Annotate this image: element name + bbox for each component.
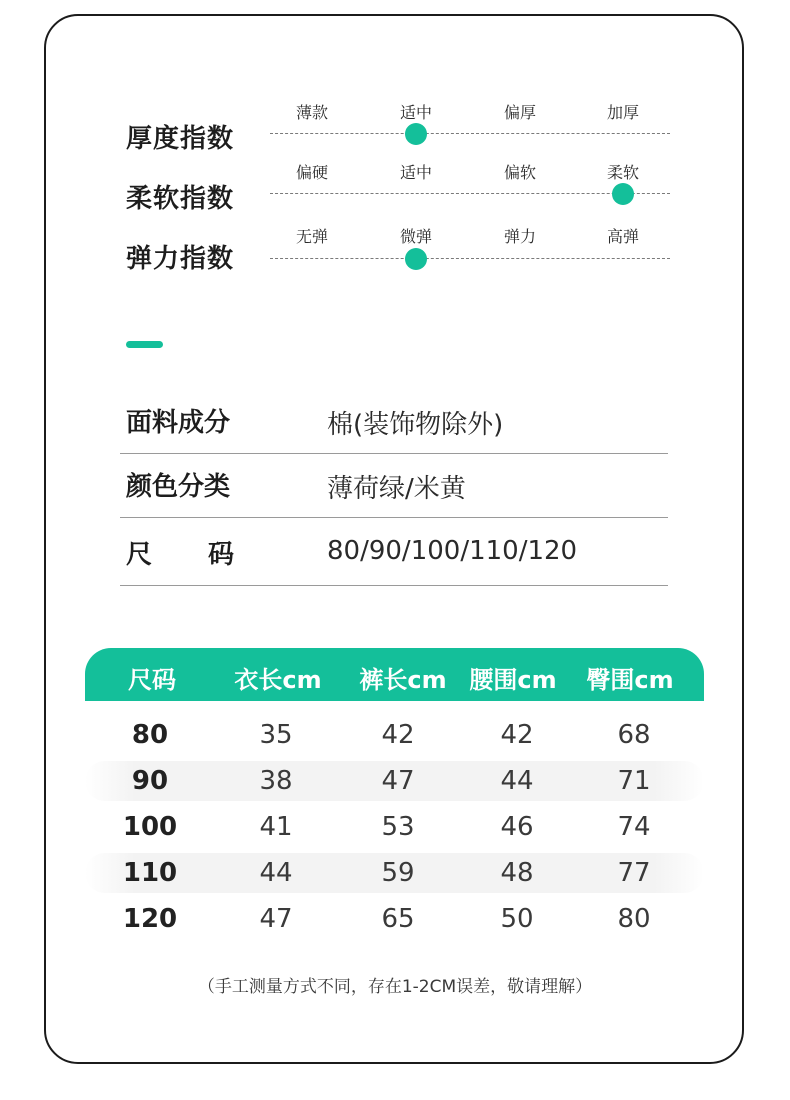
table-row	[85, 899, 704, 939]
index-label: 厚度指数	[126, 124, 235, 154]
table-cell: 38	[259, 766, 293, 796]
spec-key: 尺码	[126, 540, 291, 570]
table-cell: 53	[381, 812, 415, 842]
index-option: 无弹	[295, 227, 328, 246]
spec-value: 薄荷绿/米黄	[327, 474, 466, 504]
table-cell: 65	[381, 904, 415, 934]
index-scale-line	[270, 133, 670, 134]
table-row	[85, 853, 704, 893]
divider	[120, 517, 668, 518]
index-option: 弹力	[503, 227, 536, 246]
table-row	[85, 761, 704, 801]
table-cell: 90	[131, 766, 169, 796]
index-marker-dot	[405, 123, 427, 145]
table-cell: 42	[500, 720, 534, 750]
spec-value: 80/90/100/110/120	[327, 536, 578, 566]
table-cell: 80	[617, 904, 651, 934]
spec-row-fabric	[120, 388, 668, 454]
table-cell: 74	[617, 812, 651, 842]
table-cell: 47	[259, 904, 293, 934]
spec-key: 面料成分	[126, 408, 231, 438]
spec-row-size	[120, 520, 668, 586]
index-option: 柔软	[606, 163, 639, 182]
index-row-softness	[0, 156, 790, 216]
divider	[120, 585, 668, 586]
table-cell: 44	[259, 858, 293, 888]
table-cell: 59	[381, 858, 415, 888]
table-cell: 120	[122, 904, 178, 934]
table-cell: 42	[381, 720, 415, 750]
table-cell: 110	[122, 858, 178, 888]
column-header: 臀围cm	[586, 666, 674, 694]
spec-key: 颜色分类	[126, 472, 231, 502]
table-cell: 68	[617, 720, 651, 750]
index-option: 偏软	[503, 163, 536, 182]
table-cell: 41	[259, 812, 293, 842]
index-option: 薄款	[295, 103, 328, 122]
column-header: 衣长cm	[234, 666, 322, 694]
index-option: 加厚	[606, 103, 639, 122]
index-option: 微弹	[399, 227, 432, 246]
section-accent-dash	[126, 341, 163, 348]
table-cell: 48	[500, 858, 534, 888]
index-option: 偏硬	[295, 163, 328, 182]
index-option: 高弹	[606, 227, 639, 246]
table-cell: 46	[500, 812, 534, 842]
table-cell: 47	[381, 766, 415, 796]
index-marker-dot	[612, 183, 634, 205]
column-header: 腰围cm	[469, 666, 557, 694]
index-scale-line	[270, 258, 670, 259]
measurement-footnote: （手工测量方式不同，存在1-2CM误差，敬请理解）	[197, 977, 593, 997]
index-row-thickness	[0, 96, 790, 156]
table-header	[85, 648, 704, 701]
column-header: 尺码	[128, 666, 176, 694]
table-row	[85, 807, 704, 847]
spec-row-color	[120, 452, 668, 518]
index-label: 弹力指数	[126, 244, 235, 274]
index-option: 适中	[399, 103, 432, 122]
index-marker-dot	[405, 248, 427, 270]
index-option: 偏厚	[503, 103, 536, 122]
index-row-elasticity	[0, 220, 790, 280]
index-label: 柔软指数	[126, 184, 235, 214]
table-cell: 100	[122, 812, 178, 842]
index-scale-line	[270, 193, 670, 194]
table-cell: 77	[617, 858, 651, 888]
table-cell: 71	[617, 766, 651, 796]
table-cell: 44	[500, 766, 534, 796]
column-header: 裤长cm	[359, 666, 447, 694]
table-cell: 35	[259, 720, 293, 750]
table-row	[85, 715, 704, 755]
table-cell: 50	[500, 904, 534, 934]
table-cell: 80	[131, 720, 169, 750]
spec-value: 棉(装饰物除外)	[327, 410, 504, 440]
index-option: 适中	[399, 163, 432, 182]
